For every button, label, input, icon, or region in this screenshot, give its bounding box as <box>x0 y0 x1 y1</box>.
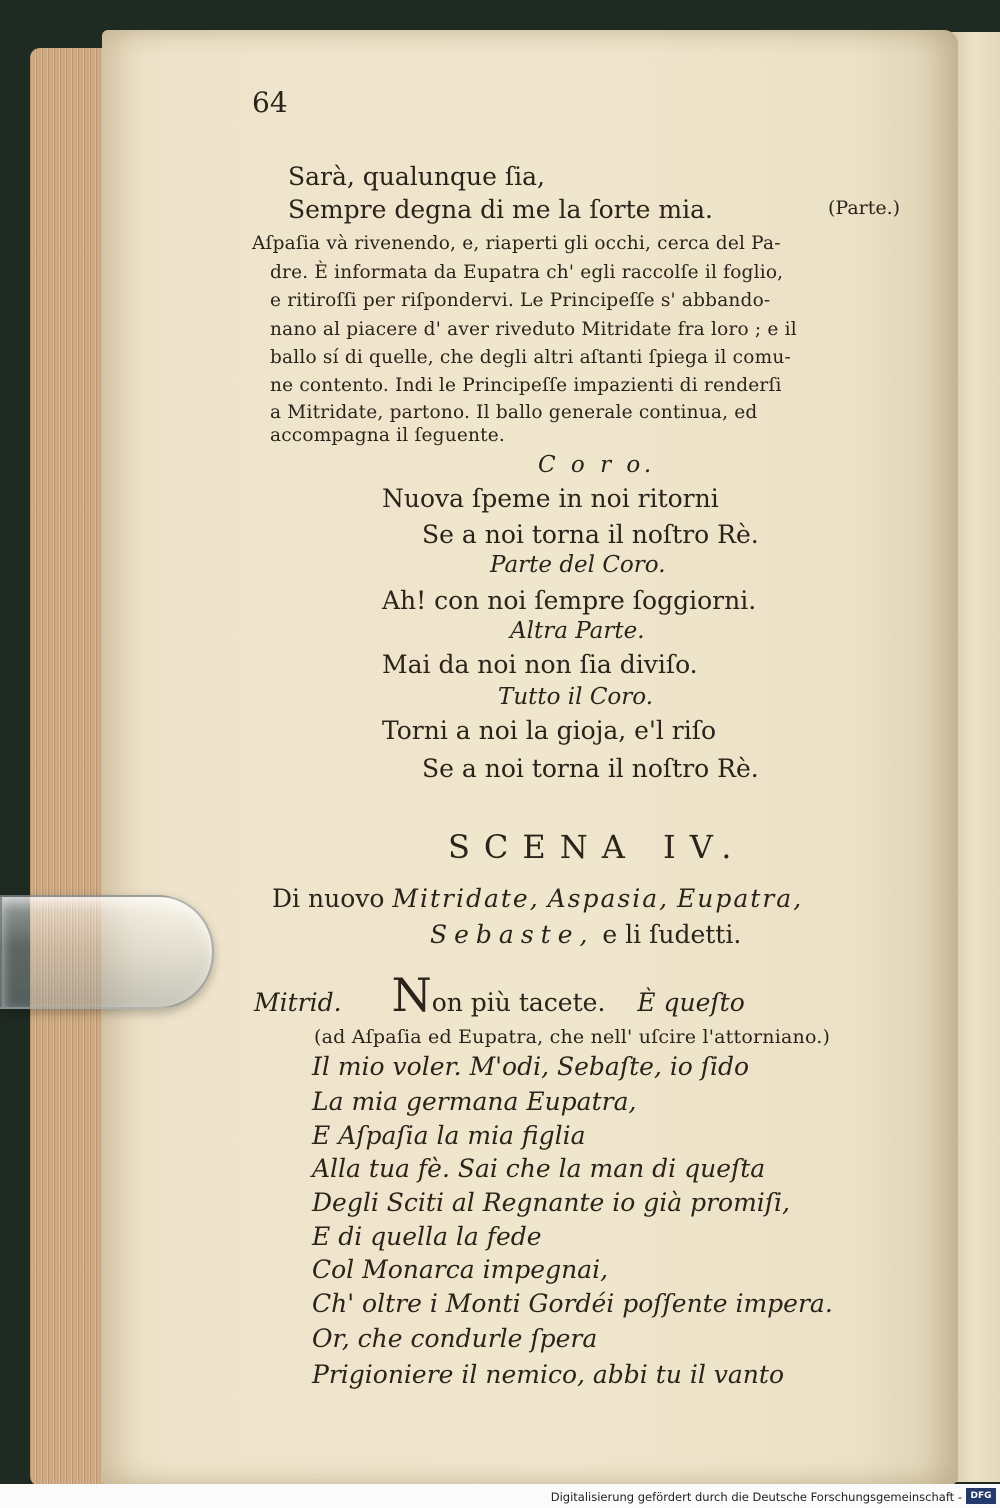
chorus-line: Nuova ſpeme in noi ritorni <box>382 484 719 513</box>
aside-direction: (ad Aſpaſia ed Eupatra, che nell' uſcire l'attorniano.) <box>314 1026 831 1048</box>
stage-direction-line: ne contento. Indi le Principeſſe impazienti di renderſi <box>270 375 782 396</box>
stage-direction-line: a Mitridate, partono. Il ballo generale continua, ed <box>270 402 758 423</box>
chorus-part-heading: Tutto il Coro. <box>498 684 654 710</box>
dfg-logo: DFG <box>966 1488 996 1504</box>
chorus-line: Torni a noi la gioja, e'l riſo <box>382 716 717 745</box>
drop-cap: N <box>391 968 432 1022</box>
page-weight-glass-rod <box>0 895 214 1009</box>
chorus-line: Ah! con noi ſempre ſoggiorni. <box>382 586 757 615</box>
page-number: 64 <box>252 86 288 119</box>
dialogue-line: E Aſpaſia la mia figlia <box>312 1121 586 1150</box>
cast-name: Sebaste, <box>430 920 595 949</box>
digitization-footer <box>0 1484 1000 1508</box>
chorus-heading: C o r o. <box>538 452 656 478</box>
stage-direction-line: dre. È informata da Eupatra ch' egli raccolſe il foglio, <box>270 262 784 283</box>
dialogue-line: Degli Sciti al Regnante io già promiſi, <box>312 1188 791 1217</box>
first-line-italic: È queſto <box>637 988 745 1017</box>
scene-cast-line-2 <box>430 920 741 949</box>
dialogue-line: Il mio voler. M'odi, Sebaſte, io ſido <box>312 1052 750 1081</box>
chorus-line: Se a noi torna il noſtro Rè. <box>422 520 759 549</box>
first-line-text: on più tacete. <box>431 988 606 1017</box>
stage-direction-line: nano al piacere d' aver riveduto Mitridate fra loro ; e il <box>270 319 797 340</box>
dialogue-line: Ch' oltre i Monti Gordéi poſſente impera. <box>312 1289 833 1318</box>
stage-direction-line: e ritiroſſi per riſpondervi. Le Principeſſe s' abbando- <box>270 290 771 311</box>
dialogue-line: Or, che condurle ſpera <box>312 1324 598 1353</box>
cast-prefix: Di nuovo <box>272 884 385 913</box>
chorus-part-heading: Parte del Coro. <box>490 552 666 578</box>
chorus-line: Se a noi torna il noſtro Rè. <box>422 754 759 783</box>
dialogue-line: Alla tua fè. Sai che la man di queſta <box>312 1154 766 1183</box>
cast-name: Aspasia, <box>547 884 670 913</box>
footer-credit: Digitalisierung gefördert durch die Deutsche Forschungsgemeinschaft - <box>550 1490 962 1504</box>
chorus-part-heading: Altra Parte. <box>510 618 645 644</box>
cast-suffix: e li ſudetti. <box>602 920 742 949</box>
stage-direction-line: accompagna il ſeguente. <box>270 425 505 446</box>
scene-title: SCENA IV. <box>448 828 746 866</box>
dialogue-first-line <box>254 968 745 1022</box>
stage-direction-line: Aſpaſia và rivenendo, e, riaperti gli occhi, cerca del Pa- <box>252 233 781 254</box>
verse-line: Sempre degna di me la ſorte mia. <box>288 195 713 224</box>
dialogue-line: E di quella la fede <box>312 1222 542 1251</box>
scene-cast-line-1 <box>272 884 803 913</box>
cast-name: Mitridate, <box>392 884 540 913</box>
stage-direction-line: ballo sí di quelle, che degli altri aſtanti ſpiega il comu- <box>270 347 791 368</box>
dialogue-line: Col Monarca impegnai, <box>312 1255 609 1284</box>
dialogue-line: La mia germana Eupatra, <box>312 1087 637 1116</box>
verse-line: Sarà, qualunque ſia, <box>288 162 545 191</box>
chorus-line: Mai da noi non ſia diviſo. <box>382 650 698 679</box>
cast-name: Eupatra, <box>677 884 804 913</box>
speaker-name: Mitrid. <box>254 988 342 1017</box>
exit-direction: (Parte.) <box>828 197 901 219</box>
dialogue-line: Prigioniere il nemico, abbi tu il vanto <box>312 1360 784 1389</box>
